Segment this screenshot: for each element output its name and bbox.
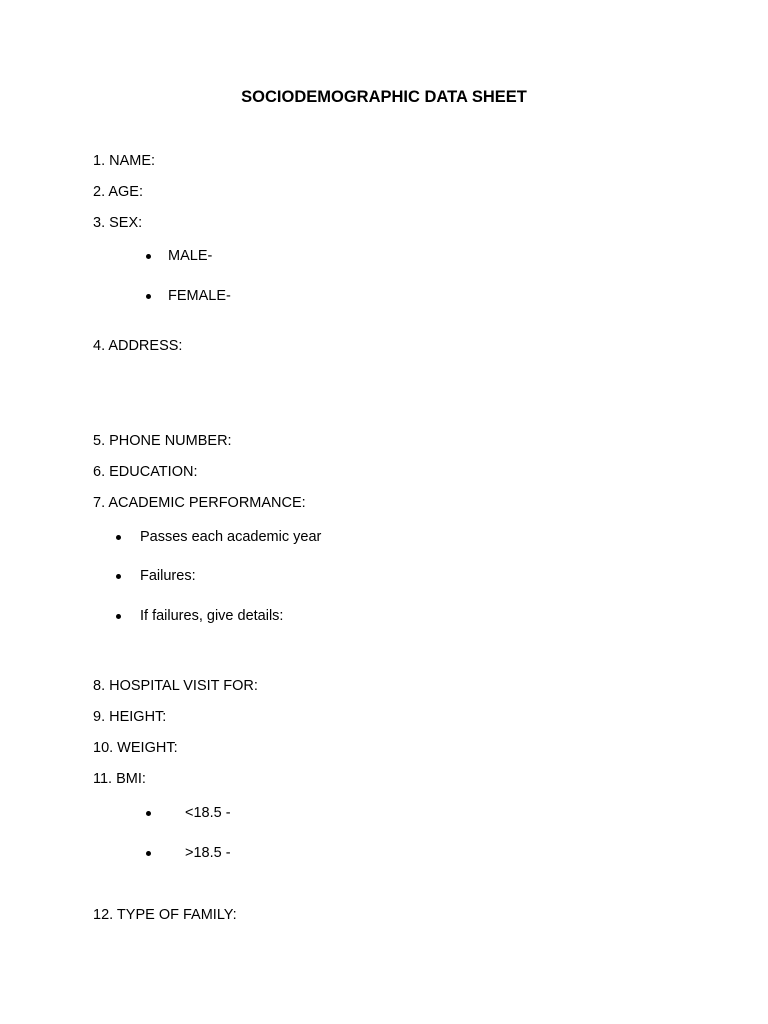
bmi-option-above: >18.5 - (185, 845, 231, 861)
bullet-icon (146, 851, 151, 856)
bullet-icon (146, 811, 151, 816)
bullet-icon (146, 254, 151, 259)
sex-option-male: MALE- (168, 248, 213, 264)
bullet-icon (146, 294, 151, 299)
bullet-icon (116, 614, 121, 619)
field-sex-label: 3. SEX: (93, 215, 143, 231)
bmi-option-below: <18.5 - (185, 805, 231, 821)
bullet-icon (116, 535, 121, 540)
field-education-label: 6. EDUCATION: (93, 464, 198, 480)
field-hospital-visit-label: 8. HOSPITAL VISIT FOR: (93, 678, 258, 694)
field-height-label: 9. HEIGHT: (93, 709, 167, 725)
field-academic-label: 7. ACADEMIC PERFORMANCE: (93, 495, 306, 511)
academic-option-passes: Passes each academic year (140, 529, 322, 545)
academic-option-failures: Failures: (140, 568, 196, 584)
sex-option-female: FEMALE- (168, 288, 231, 304)
field-bmi-label: 11. BMI: (93, 771, 146, 787)
field-age-label: 2. AGE: (93, 184, 143, 200)
field-address-label: 4. ADDRESS: (93, 338, 183, 354)
field-family-type-label: 12. TYPE OF FAMILY: (93, 907, 237, 923)
field-weight-label: 10. WEIGHT: (93, 740, 178, 756)
academic-option-failure-details: If failures, give details: (140, 608, 284, 624)
field-name-label: 1. NAME: (93, 153, 156, 169)
page-title: SOCIODEMOGRAPHIC DATA SHEET (241, 88, 527, 106)
field-phone-label: 5. PHONE NUMBER: (93, 433, 232, 449)
bullet-icon (116, 574, 121, 579)
